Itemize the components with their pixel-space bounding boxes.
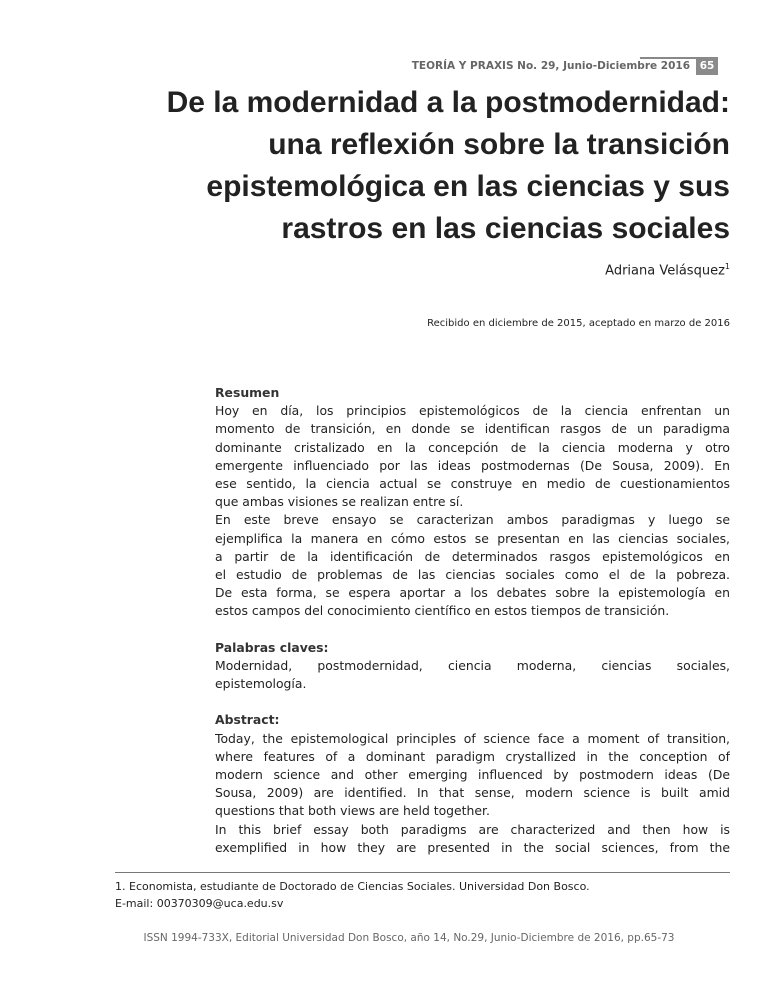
footnote-mark: 1 <box>724 262 730 271</box>
text-line: emergente influenciado por las ideas postmodernas (De Sousa, 2009). En <box>215 457 730 473</box>
running-header: TEORÍA Y PRAXIS No. 29, Junio-Diciembre 2016 <box>411 60 690 72</box>
article-title <box>167 82 730 250</box>
text-line: modern science and other emerging influenced by postmodern ideas (De <box>215 766 730 782</box>
text-line: Sousa, 2009) are identified. In that sense, modern science is built amid <box>215 785 730 801</box>
text-line: epistemología. <box>215 676 307 691</box>
text-line: a partir de la identificación de determinados rasgos epistemológicos en <box>215 548 730 564</box>
text-line: estos campos del conocimiento científico en estos tiempos de transición. <box>215 603 670 619</box>
text-line: dominante cristalizado en la concepción de la ciencia moderna y otro <box>215 439 730 455</box>
text-line: Hoy en día, los principios epistemológicos de la ciencia enfrentan un <box>215 403 730 419</box>
text-line: el estudio de problemas de las ciencias sociales como el de la pobreza. <box>215 566 730 582</box>
text-line: En este breve ensayo se caracterizan ambos paradigmas y luego se <box>215 512 730 528</box>
article-body <box>215 384 730 857</box>
text-line: exemplified in how they are presented in the social sciences, from the <box>215 839 730 855</box>
section-heading: Palabras claves: <box>215 639 329 655</box>
section-gap <box>215 620 730 638</box>
title-line: De la modernidad a la postmodernidad: <box>166 86 730 119</box>
title-line: rastros en las ciencias sociales <box>281 212 730 245</box>
text-line: que ambas visiones se realizan entre sí. <box>215 494 464 510</box>
text-line: Today, the epistemological principles of science face a moment of transition, <box>215 730 730 746</box>
footnote-affiliation: 1. Economista, estudiante de Doctorado de Ciencias Sociales. Universidad Don Bosco. <box>115 880 590 893</box>
received-date: Recibido en diciembre de 2015, aceptado en marzo de 2016 <box>427 318 730 329</box>
page-footer: ISSN 1994-733X, Editorial Universidad Don Bosco, año 14, No.29, Junio-Diciembre de 2016, pp.65-73 <box>143 932 675 944</box>
page-number: 65 <box>696 58 718 75</box>
footnote <box>115 878 590 912</box>
section-heading: Resumen <box>215 385 280 400</box>
author <box>605 262 730 278</box>
text-line: momento de transición, en donde se identifican rasgos de un paradigma <box>215 421 730 437</box>
text-line: Modernidad, postmodernidad, ciencia moderna, ciencias sociales, <box>215 657 730 673</box>
text-line: ejemplifica la manera en cómo estos se presentan en las ciencias sociales, <box>215 530 730 546</box>
title-line: una reflexión sobre la transición <box>268 128 730 161</box>
section-gap <box>215 693 730 711</box>
text-line: questions that both views are held together. <box>215 803 490 819</box>
footnote-email: E-mail: 00370309@uca.edu.sv <box>115 897 284 910</box>
text-line: ese sentido, la ciencia actual se construye en medio de cuestionamientos <box>215 475 730 491</box>
section-heading: Abstract: <box>215 712 280 728</box>
text-line: In this brief essay both paradigms are characterized and then how is <box>215 821 730 837</box>
author-name: Adriana Velásquez <box>605 263 725 279</box>
title-line: epistemológica en las ciencias y sus <box>206 170 730 203</box>
text-line: where features of a dominant paradigm crystallized in the conception of <box>215 748 730 764</box>
text-line: De esta forma, se espera aportar a los debates sobre la epistemología en <box>215 585 730 601</box>
footnote-rule <box>115 872 730 873</box>
